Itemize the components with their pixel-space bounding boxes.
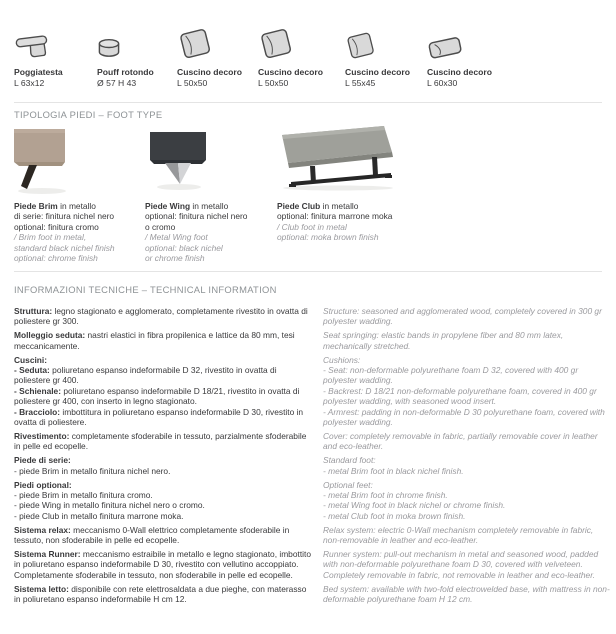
technical-line-en: - metal Wing foot in black nichel or chrome finish. bbox=[323, 500, 506, 511]
technical-paragraph-en bbox=[323, 431, 611, 452]
headrest-icon bbox=[14, 33, 51, 60]
accessory-size: Ø 57 H 43 bbox=[97, 78, 137, 88]
foot-type-section-title: TIPOLOGIA PIEDI – FOOT TYPE bbox=[14, 109, 163, 120]
caption-line-en: / Club foot in metal bbox=[277, 221, 347, 232]
cushion-icon bbox=[258, 26, 294, 60]
caption-line bbox=[277, 201, 447, 211]
paragraph-text: meccanismo 0-Wall elettrico completamente sfoderabile in tessuto, non sfoderabile in pelle ed ecopelle. bbox=[14, 524, 290, 546]
paragraph-text: imbottitura in poliuretano espanso indeformabile D 30, rivestito in ovatta di poliestere. bbox=[14, 406, 304, 428]
divider bbox=[14, 271, 602, 272]
paragraph-text: nastri elastici in fibra propilenica e lattice da 80 mm, tesi meccanicamente. bbox=[14, 330, 295, 351]
accessory-size: L 55x45 bbox=[345, 78, 376, 88]
technical-line-it bbox=[14, 549, 314, 580]
paragraph-lead: - Seduta: bbox=[14, 365, 50, 376]
technical-paragraph-it bbox=[14, 431, 314, 452]
technical-line-en: Structure: seasoned and agglomerated wood, completely covered in 300 gr polyester wadding. bbox=[323, 306, 602, 327]
brim-foot-caption bbox=[14, 201, 140, 263]
technical-paragraph-en bbox=[323, 306, 611, 327]
technical-paragraph-en bbox=[323, 480, 611, 522]
paragraph-lead: Rivestimento: bbox=[14, 430, 70, 441]
paragraph-lead: - Schienale: bbox=[14, 385, 62, 396]
caption-line-en: / Brim foot in metal, bbox=[14, 232, 87, 243]
caption-line-it: optional: finitura marrone moka bbox=[277, 211, 393, 222]
accessory-icon-slot bbox=[97, 24, 181, 60]
paragraph-text: - piede Wing in metallo finitura nichel nero o cromo. bbox=[14, 500, 205, 511]
technical-line-it bbox=[14, 500, 314, 510]
technical-paragraph-it bbox=[14, 525, 314, 546]
technical-line-it bbox=[14, 511, 314, 521]
accessory-name: Poggiatesta bbox=[14, 67, 63, 77]
accessory-size: L 50x50 bbox=[177, 78, 208, 88]
technical-paragraph-it bbox=[14, 549, 314, 580]
technical-column-italian bbox=[14, 306, 314, 608]
technical-line-it bbox=[14, 355, 314, 365]
paragraph-text: poliuretano espanso indeformabile D 32, rivestito in ovatta di poliestere gr 400. bbox=[14, 365, 277, 386]
technical-paragraph-en bbox=[323, 584, 611, 605]
caption-line-it: di serie: finitura nichel nero bbox=[14, 211, 115, 222]
technical-line-it bbox=[14, 455, 314, 465]
pouf-icon bbox=[97, 38, 121, 60]
technical-line-it bbox=[14, 386, 314, 407]
accessory-size: L 60x30 bbox=[427, 78, 458, 88]
technical-paragraph-en bbox=[323, 525, 611, 546]
accessories-row bbox=[14, 24, 610, 96]
technical-line-en: - Backrest: D 18/21 non-deformable polyurethane foam, covered in 400 gr polyester wadding, with seasoned wood insert. bbox=[323, 385, 597, 407]
accessory-item bbox=[345, 24, 429, 89]
paragraph-text: completamente sfoderabile in tessuto, parzialmente sfoderabile in pelle ed ecopelle. bbox=[14, 430, 307, 452]
wing-foot-caption bbox=[145, 201, 273, 263]
caption-line bbox=[14, 201, 140, 211]
accessory-item bbox=[97, 24, 181, 89]
paragraph-lead: Molleggio seduta: bbox=[14, 330, 86, 341]
caption-line-en: optional: chrome finish bbox=[14, 253, 98, 264]
technical-paragraph-en bbox=[323, 549, 611, 580]
technical-line-en: Runner system: pull-out mechanism in metal and seasoned wood, padded with non-deformable polyurethane foam D 30, covered with velveteen. Completely removable in fabric, not removable in leather and eco-leather. bbox=[323, 549, 599, 580]
caption-line-en: or chrome finish bbox=[145, 253, 205, 264]
technical-paragraph-it bbox=[14, 584, 314, 605]
technical-line-en: - metal Brim foot in chrome finish. bbox=[323, 490, 448, 500]
technical-paragraph-en bbox=[323, 330, 611, 351]
accessory-name: Cuscino decoro bbox=[427, 67, 492, 77]
technical-line-it bbox=[14, 365, 314, 386]
technical-line-en: Bed system: available with two-fold electrowelded base, with mattress in non-deformable polyurethane foam H 12 cm. bbox=[323, 583, 610, 605]
club-foot-photo bbox=[272, 126, 402, 192]
paragraph-text: poliuretano espanso indeformabile D 18/21, rivestito in ovatta di poliestere gr 400, con inserto in legno stagionato. bbox=[14, 385, 300, 407]
technical-line-it bbox=[14, 480, 314, 490]
foot-name-rest: in metallo bbox=[190, 201, 229, 211]
accessory-size: L 63x12 bbox=[14, 78, 45, 88]
technical-line-en: - metal Brim foot in black nichel finish. bbox=[323, 465, 464, 476]
accessory-icon-slot bbox=[177, 24, 261, 60]
caption-line-en: optional: moka brown finish bbox=[277, 232, 379, 243]
paragraph-lead: Sistema letto: bbox=[14, 583, 69, 594]
paragraph-lead: Piedi optional: bbox=[14, 479, 72, 490]
accessory-item bbox=[258, 24, 342, 89]
paragraph-text: - piede Club in metallo finitura marrone moka. bbox=[14, 510, 184, 521]
paragraph-lead: Sistema Runner: bbox=[14, 549, 81, 560]
accessory-item bbox=[177, 24, 261, 89]
caption-line-it: optional: finitura nichel nero bbox=[145, 211, 248, 222]
accessory-item bbox=[427, 24, 511, 89]
technical-line-it bbox=[14, 490, 314, 500]
accessory-size: L 50x50 bbox=[258, 78, 289, 88]
foot-name: Piede Wing bbox=[145, 201, 191, 211]
caption-line-en: / Metal Wing foot bbox=[145, 232, 208, 243]
technical-line-en: Standard foot: bbox=[323, 455, 376, 466]
foot-name: Piede Brim bbox=[14, 201, 58, 211]
accessory-icon-slot bbox=[427, 24, 511, 60]
accessory-icon-slot bbox=[258, 24, 342, 60]
paragraph-text: - piede Brim in metallo finitura cromo. bbox=[14, 490, 153, 500]
paragraph-text: meccanismo estraibile in metallo e legno stagionato, imbottito in poliuretano espanso indeformabile D 30, rivestito con vellutino accoppiato. Completamente sfoderabile in tessuto, non sfoderabile in pelle ed ecopelle. bbox=[14, 549, 311, 580]
technical-paragraph-it bbox=[14, 330, 314, 351]
technical-line-en: Cushions: bbox=[323, 354, 361, 365]
technical-line-it bbox=[14, 525, 314, 546]
accessory-name: Pouff rotondo bbox=[97, 67, 154, 77]
accessory-name: Cuscino decoro bbox=[258, 67, 323, 77]
paragraph-lead: Piede di serie: bbox=[14, 455, 71, 466]
technical-column-english bbox=[323, 306, 611, 608]
technical-paragraph-en bbox=[323, 455, 611, 476]
club-foot-caption bbox=[277, 201, 447, 243]
foot-name-rest: in metallo bbox=[57, 201, 96, 211]
cushion-icon bbox=[177, 26, 213, 60]
caption-line bbox=[145, 201, 273, 211]
caption-line-it: optional: finitura cromo bbox=[14, 221, 99, 232]
cushion-wide-icon bbox=[427, 35, 463, 60]
paragraph-text: - piede Brim in metallo finitura nichel nero. bbox=[14, 465, 171, 476]
technical-line-en: Cover: completely removable in fabric, partially removable cover in leather and eco-leather. bbox=[323, 430, 598, 452]
technical-line-it bbox=[14, 431, 314, 452]
technical-line-en: - metal Club foot in moka brown finish. bbox=[323, 510, 466, 521]
technical-line-en: Relax system: electric 0-Wall mechanism completely removable in fabric, non-removable in leather and eco-leather. bbox=[323, 524, 594, 546]
accessory-icon-slot bbox=[14, 24, 98, 60]
technical-line-en: Seat springing: elastic bands in propylene fiber and 80 mm latex, mechanically stretched. bbox=[323, 330, 564, 351]
paragraph-text: legno stagionato e agglomerato, completamente rivestito in ovatta di poliestere gr 300. bbox=[14, 306, 308, 327]
technical-paragraph-it bbox=[14, 355, 314, 428]
technical-line-it bbox=[14, 466, 314, 476]
foot-name-rest: in metallo bbox=[320, 201, 359, 211]
technical-line-it bbox=[14, 330, 314, 351]
paragraph-lead: Cuscini: bbox=[14, 354, 48, 365]
accessory-name: Cuscino decoro bbox=[345, 67, 410, 77]
technical-line-it bbox=[14, 407, 314, 428]
foot-name: Piede Club bbox=[277, 201, 321, 211]
technical-line-en: Optional feet: bbox=[323, 479, 373, 490]
technical-line-en: - Seat: non-deformable polyurethane foam D 32, covered with 400 gr polyester wadding. bbox=[323, 365, 579, 386]
wing-foot-photo bbox=[145, 132, 211, 192]
paragraph-lead: - Bracciolo: bbox=[14, 406, 61, 417]
technical-paragraph-it bbox=[14, 306, 314, 327]
caption-line-en: optional: black nichel bbox=[145, 242, 223, 253]
technical-paragraph-it bbox=[14, 455, 314, 476]
caption-line-en: standard black nichel finish bbox=[14, 242, 115, 253]
paragraph-lead: Sistema relax: bbox=[14, 524, 71, 535]
paragraph-lead: Struttura: bbox=[14, 306, 53, 316]
accessory-name: Cuscino decoro bbox=[177, 67, 242, 77]
technical-paragraph-en bbox=[323, 355, 611, 428]
technical-section-title: INFORMAZIONI TECNICHE – TECHNICAL INFORMATION bbox=[14, 284, 277, 295]
technical-line-en: - Armrest: padding in non-deformable D 30 polyurethane foam, covered with polyester wadding. bbox=[323, 406, 605, 428]
accessory-icon-slot bbox=[345, 24, 429, 60]
technical-line-it bbox=[14, 306, 314, 327]
divider bbox=[14, 102, 602, 103]
brim-foot-photo bbox=[12, 129, 68, 197]
cushion-icon bbox=[345, 30, 376, 60]
accessory-item bbox=[14, 24, 98, 89]
caption-line-it: o cromo bbox=[145, 221, 176, 232]
technical-paragraph-it bbox=[14, 480, 314, 522]
paragraph-text: disponibile con rete elettrosaldata a due pieghe, con materasso in poliuretano espanso indeformabile H cm 12. bbox=[14, 583, 307, 605]
technical-line-it bbox=[14, 584, 314, 605]
